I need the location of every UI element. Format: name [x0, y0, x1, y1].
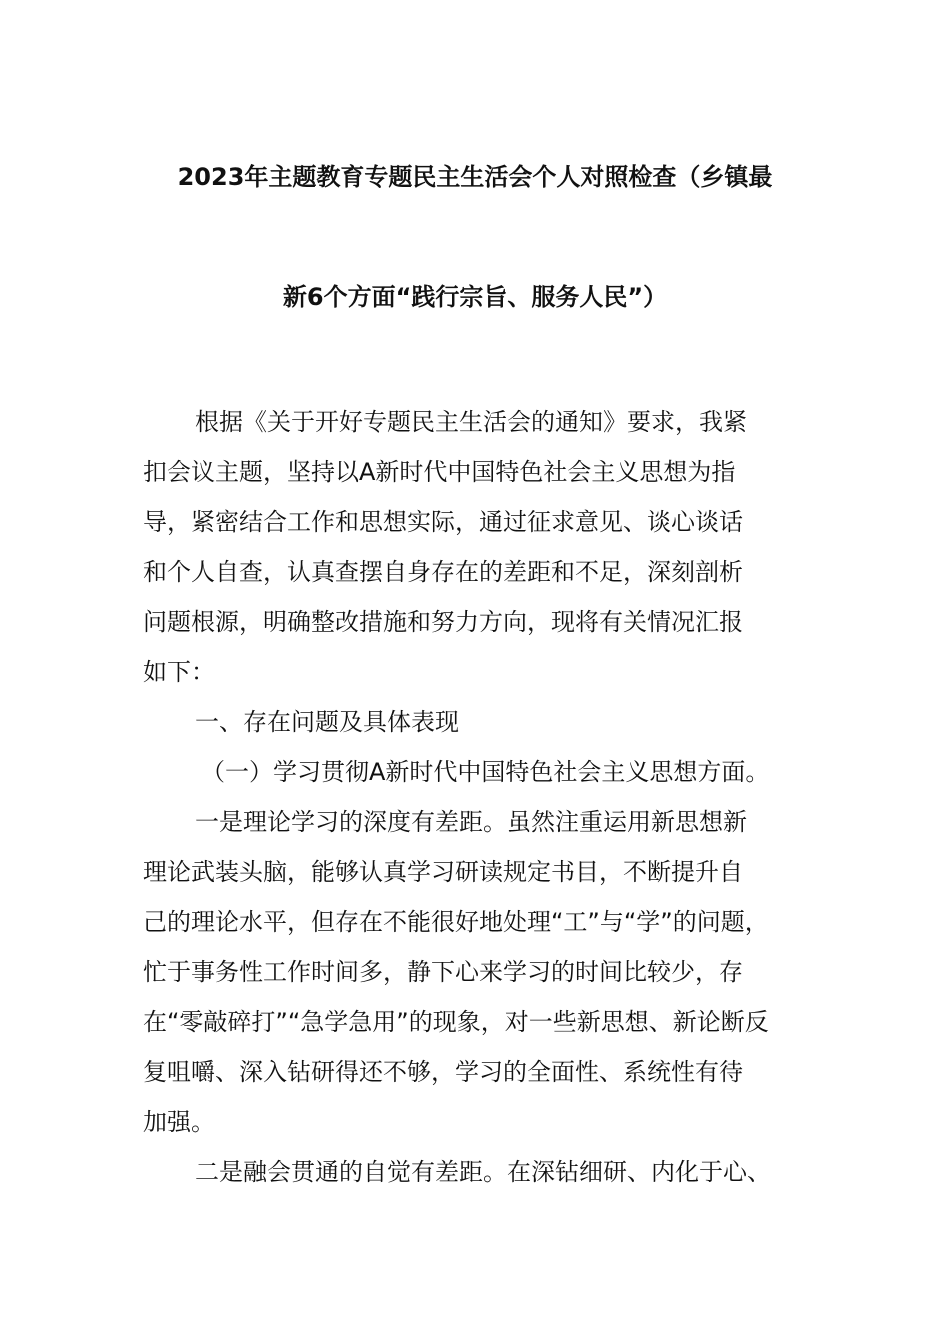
body-line: 问题根源，明确整改措施和努力方向，现将有关情况汇报: [143, 608, 743, 636]
subsection-heading: （一）学习贯彻A新时代中国特色社会主义思想方面。: [201, 758, 770, 786]
document-body: [143, 403, 843, 1203]
section-heading: 一、存在问题及具体表现: [195, 708, 459, 736]
body-line: 己的理论水平，但存在不能很好地处理“工”与“学”的问题，: [143, 908, 769, 936]
document-title-line-1: 2023年主题教育专题民主生活会个人对照检查（乡镇最: [177, 163, 773, 191]
body-line: 和个人自查，认真查摆自身存在的差距和不足，深刻剖析: [143, 558, 743, 586]
body-line: 根据《关于开好专题民主生活会的通知》要求，我紧: [195, 408, 747, 436]
body-line: 理论武装头脑，能够认真学习研读规定书目，不断提升自: [143, 858, 743, 886]
body-line: 忙于事务性工作时间多，静下心来学习的时间比较少，存: [143, 958, 743, 986]
body-line: 扣会议主题，坚持以A新时代中国特色社会主义思想为指: [143, 458, 736, 486]
body-line: 一是理论学习的深度有差距。虽然注重运用新思想新: [195, 808, 747, 836]
body-line: 二是融会贯通的自觉有差距。在深钻细研、内化于心、: [195, 1158, 771, 1186]
body-line: 导，紧密结合工作和思想实际，通过征求意见、谈心谈话: [143, 508, 743, 536]
body-line: 在“零敲碎打”“急学急用”的现象，对一些新思想、新论断反: [143, 1008, 769, 1036]
body-line: 加强。: [143, 1108, 215, 1136]
body-line: 复咀嚼、深入钻研得还不够，学习的全面性、系统性有待: [143, 1058, 743, 1086]
body-line: 如下：: [143, 658, 215, 686]
document-title-line-2: 新6个方面“践行宗旨、服务人民”）: [282, 283, 668, 311]
